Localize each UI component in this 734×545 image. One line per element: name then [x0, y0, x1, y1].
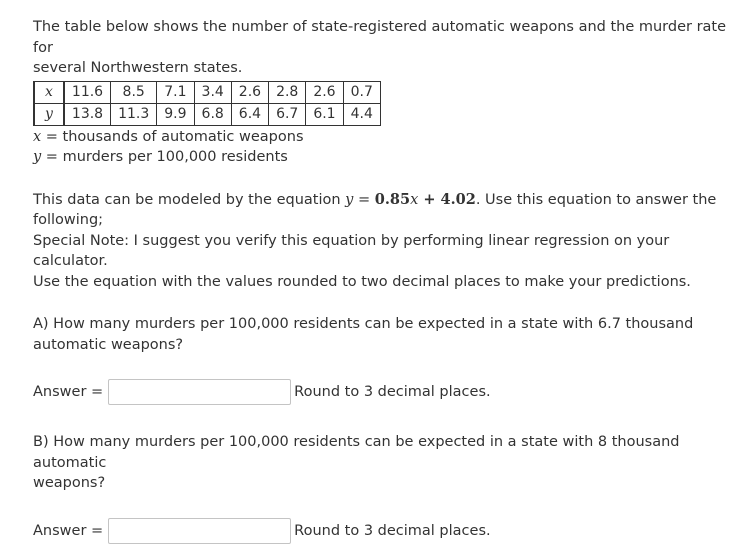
table-cell: 6.8 — [194, 103, 231, 125]
variable-definitions — [33, 127, 728, 168]
table-cell: 6.7 — [269, 103, 306, 125]
table-cell: 6.1 — [306, 103, 343, 125]
table-row-x — [34, 81, 380, 103]
question-a-line-1: A) How many murders per 100,000 residents can be expected in a state with 6.7 thousand — [33, 316, 694, 332]
y-definition: = murders per 100,000 residents — [41, 149, 288, 165]
table-cell: 2.6 — [231, 81, 268, 103]
question-b — [33, 432, 728, 494]
answer-row-b — [33, 517, 728, 545]
model-intro: This data can be modeled by the equation — [33, 191, 346, 208]
model-after: . Use this equation to answer the — [475, 191, 717, 208]
answer-label-b: Answer = — [33, 522, 104, 539]
answer-input-b[interactable] — [108, 518, 291, 544]
table-header-x: x — [34, 81, 64, 103]
special-note-line-2: Use the equation with the values rounded to two decimal places to make your predictions. — [33, 273, 691, 290]
equation-equals: = — [353, 191, 375, 208]
data-table — [33, 81, 381, 126]
intro-line-1: The table below shows the number of state-registered automatic weapons and the murder rate for — [33, 19, 727, 56]
problem-container — [33, 17, 728, 545]
question-a — [33, 314, 728, 355]
intro-line-2: several Northwestern states. — [33, 60, 243, 76]
x-definition: = thousands of automatic weapons — [41, 128, 304, 145]
table-row-y — [34, 103, 380, 125]
table-cell: 8.5 — [111, 81, 157, 103]
question-b-line-2: weapons? — [33, 475, 106, 491]
question-a-line-2: automatic weapons? — [33, 336, 184, 353]
special-note-line-1: Special Note: I suggest you verify this equation by performing linear regression on your calculator. — [33, 232, 670, 269]
answer-row-a — [33, 378, 728, 406]
equation-coefficient: 0.85 — [374, 190, 411, 208]
rounding-hint-a: Round to 3 decimal places. — [294, 384, 491, 400]
x-variable: x — [33, 128, 42, 145]
rounding-hint-b: Round to 3 decimal places. — [294, 522, 491, 539]
table-cell: 3.4 — [194, 81, 231, 103]
table-cell: 7.1 — [157, 81, 194, 103]
equation-y: y — [345, 191, 354, 208]
model-text — [33, 190, 728, 293]
table-cell: 2.8 — [269, 81, 306, 103]
table-cell: 2.6 — [306, 81, 343, 103]
answer-input-a[interactable] — [108, 379, 291, 405]
model-line-2: following; — [33, 212, 104, 228]
table-cell: 0.7 — [343, 81, 380, 103]
table-cell: 11.3 — [111, 103, 157, 125]
question-b-line-1: B) How many murders per 100,000 residents can be expected in a state with 8 thousand automatic — [33, 434, 680, 471]
y-variable: y — [33, 149, 42, 165]
table-cell: 6.4 — [231, 103, 268, 125]
equation-constant: + 4.02 — [418, 190, 476, 208]
table-cell: 4.4 — [343, 103, 380, 125]
table-cell: 11.6 — [64, 81, 111, 103]
table-header-y: y — [34, 103, 64, 125]
answer-label-a: Answer = — [33, 384, 104, 400]
table-cell: 9.9 — [157, 103, 194, 125]
table-cell: 13.8 — [64, 103, 111, 125]
equation-x: x — [410, 191, 419, 208]
intro-text — [33, 17, 728, 79]
